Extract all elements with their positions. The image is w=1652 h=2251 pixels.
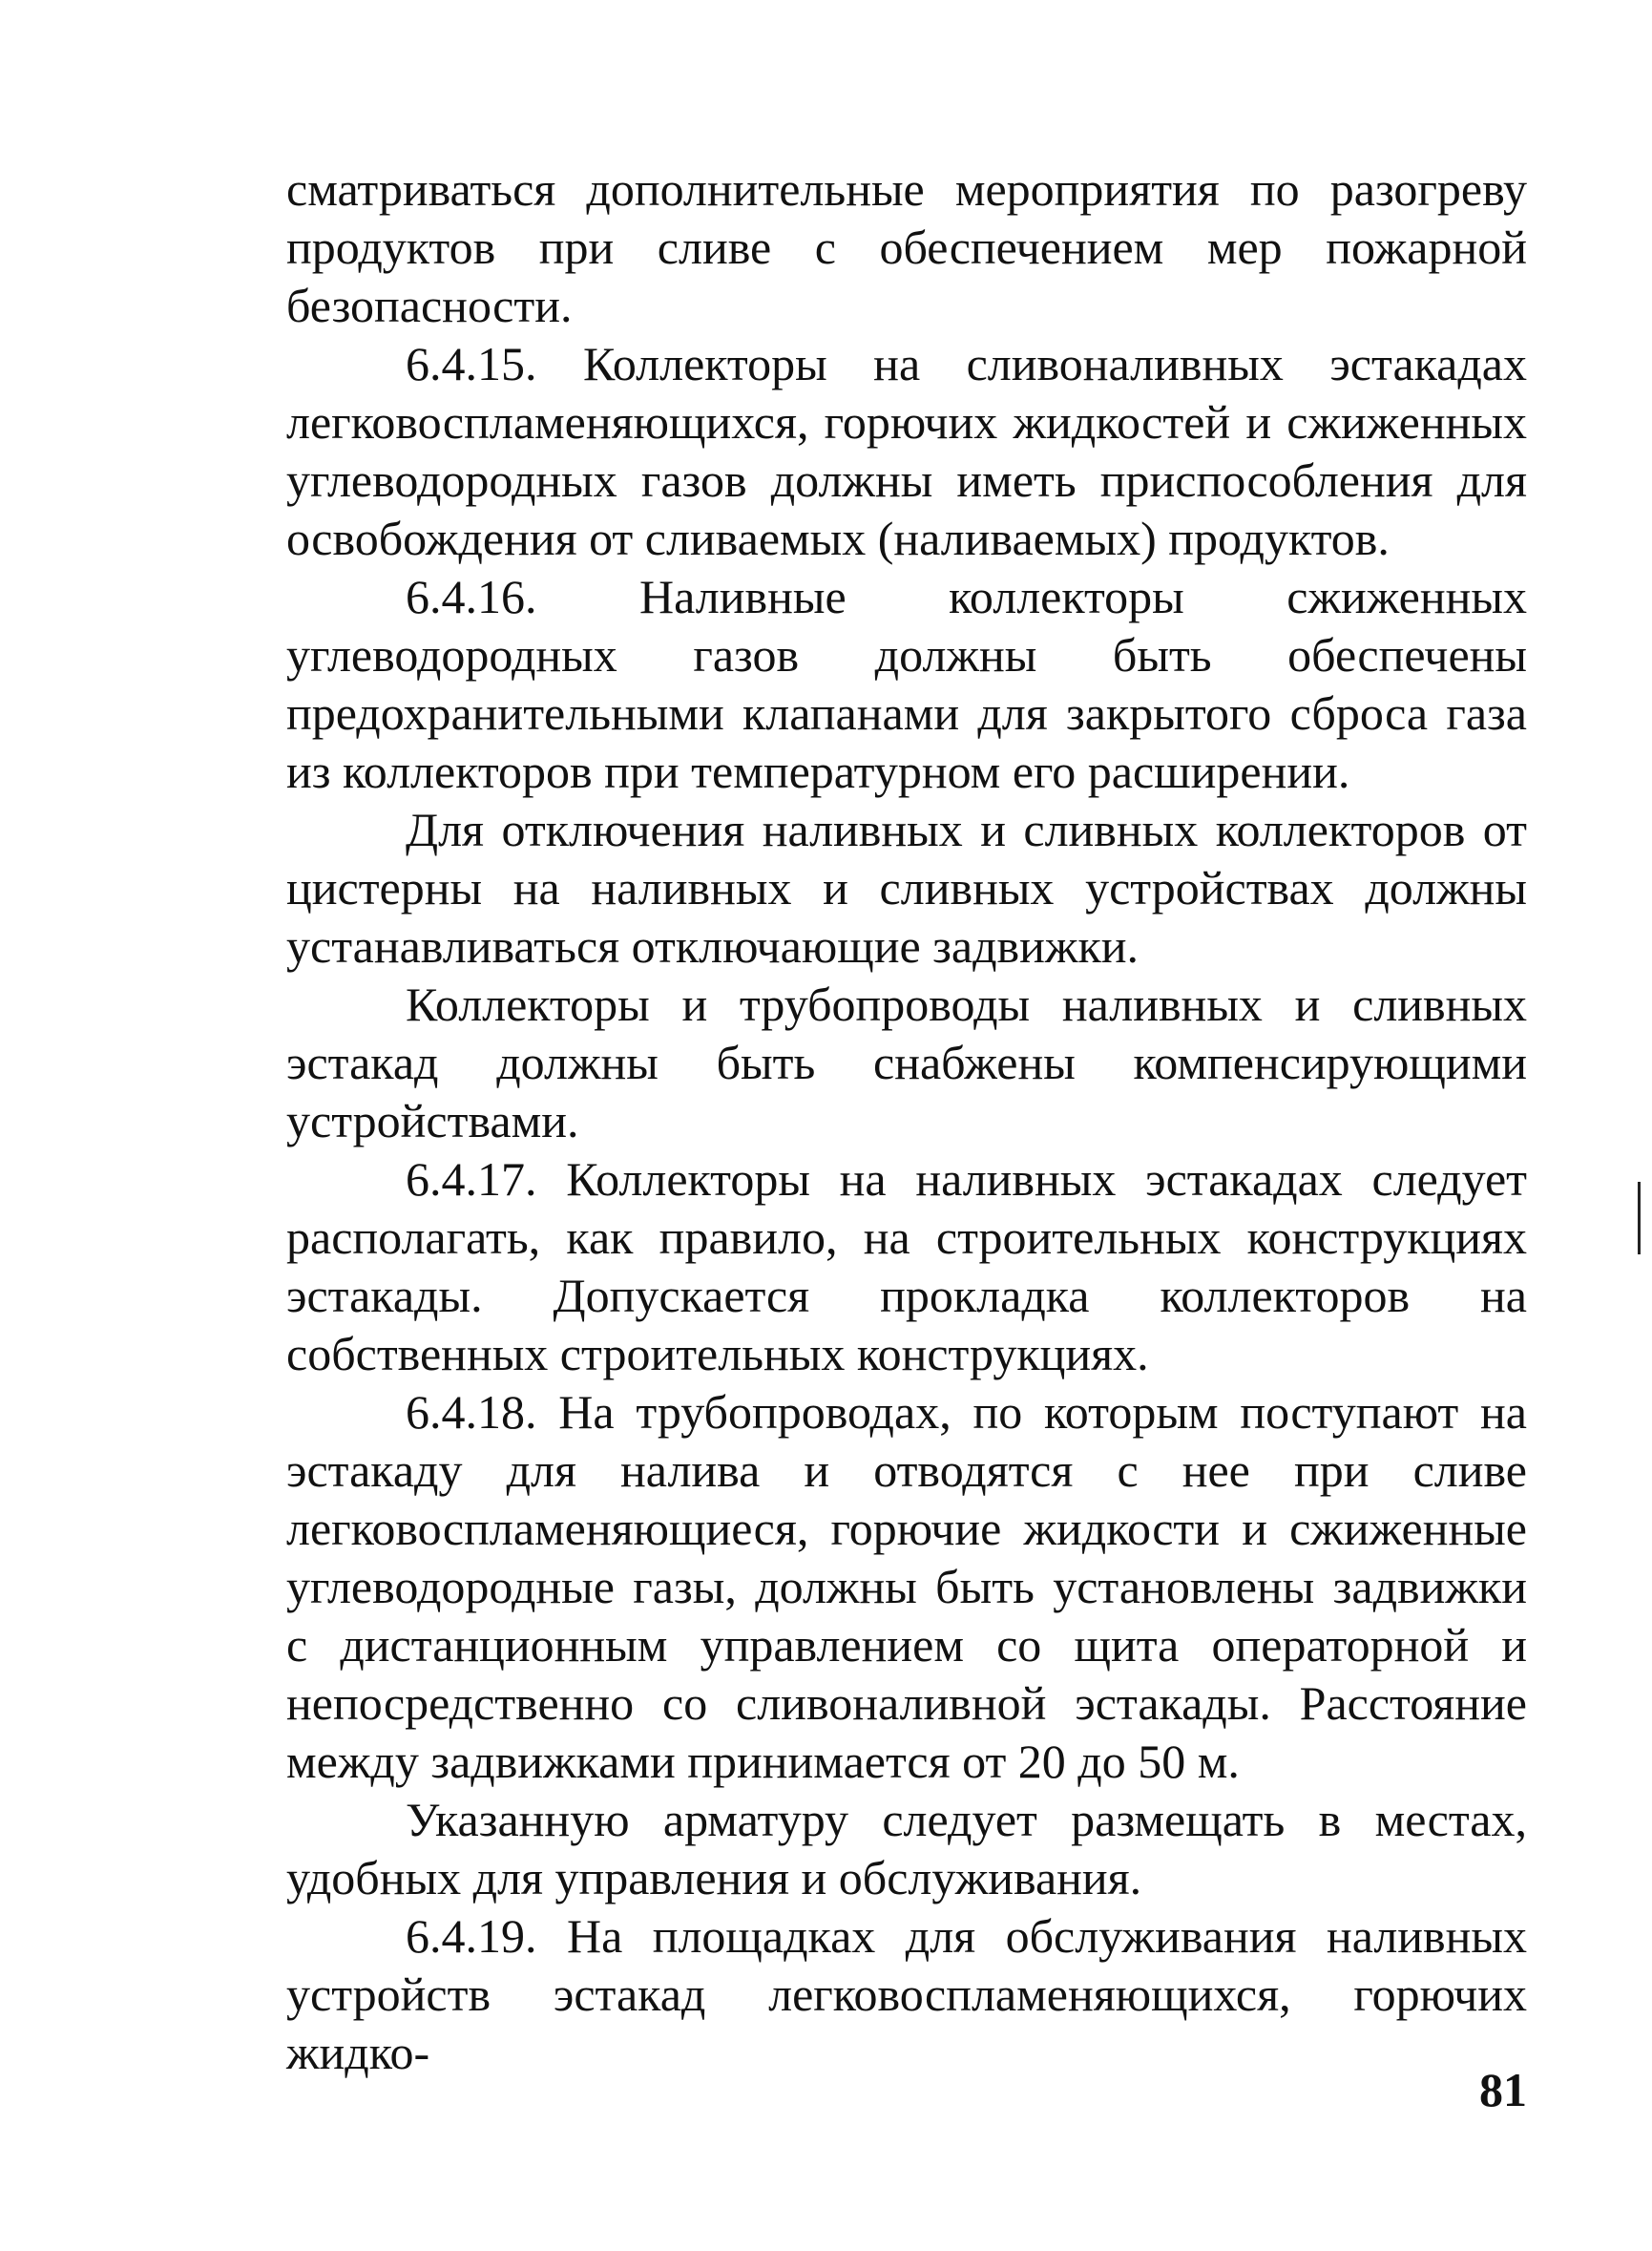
paragraph-6-4-18: 6.4.18. На трубопроводах, по которым поступают на эстакаду для налива и отводятся с нее при сливе легковоспламеняющиеся, горючие жидкости и сжиженные углеводородные газы, должны быть установлены задвижки с дистанционным управлением со щита операторной и непосредственно со сливоналивной эстакады. Расстояние между задвижками принимается от 20 до 50 м. — [286, 1385, 1527, 1788]
paragraph-6-4-15: 6.4.15. Коллекторы на сливоналивных эстакадах легковоспламеняющихся, горючих жидкостей и сжиженных углеводородных газов должны иметь приспособления для освобождения от сливаемых (наливаемых) продуктов. — [286, 337, 1527, 565]
body-text — [286, 160, 1527, 2082]
paragraph-6-4-19: 6.4.19. На площадках для обслуживания наливных устройств эстакад легковоспламеняющихся, горючих жидко- — [286, 1909, 1527, 2079]
paragraph-6-4-16: 6.4.16. Наливные коллекторы сжиженных углеводородных газов должны быть обеспечены предохранительными клапанами для закрытого сброса газа из коллекторов при температурном его расширении. — [286, 570, 1527, 798]
paragraph-continuation: сматриваться дополнительные мероприятия по разогреву продуктов при сливе с обеспечением мер пожарной безопасности. — [286, 162, 1527, 332]
paragraph-compensators: Коллекторы и трубопроводы наливных и сливных эстакад должны быть снабжены компенсирующими устройствами. — [286, 978, 1527, 1147]
scan-edge-mark — [1638, 1182, 1641, 1254]
paragraph-valve-placement: Указанную арматуру следует размещать в местах, удобных для управления и обслуживания. — [286, 1793, 1527, 1904]
page-number: 81 — [1479, 2063, 1527, 2116]
paragraph-shutoff-valves: Для отключения наливных и сливных коллекторов от цистерны на наливных и сливных устройствах должны устанавливаться отключающие задвижки. — [286, 803, 1527, 973]
paragraph-6-4-17: 6.4.17. Коллекторы на наливных эстакадах следует располагать, как правило, на строительных конструкциях эстакады. Допускается прокладка коллекторов на собственных строительных конструкциях. — [286, 1152, 1527, 1380]
